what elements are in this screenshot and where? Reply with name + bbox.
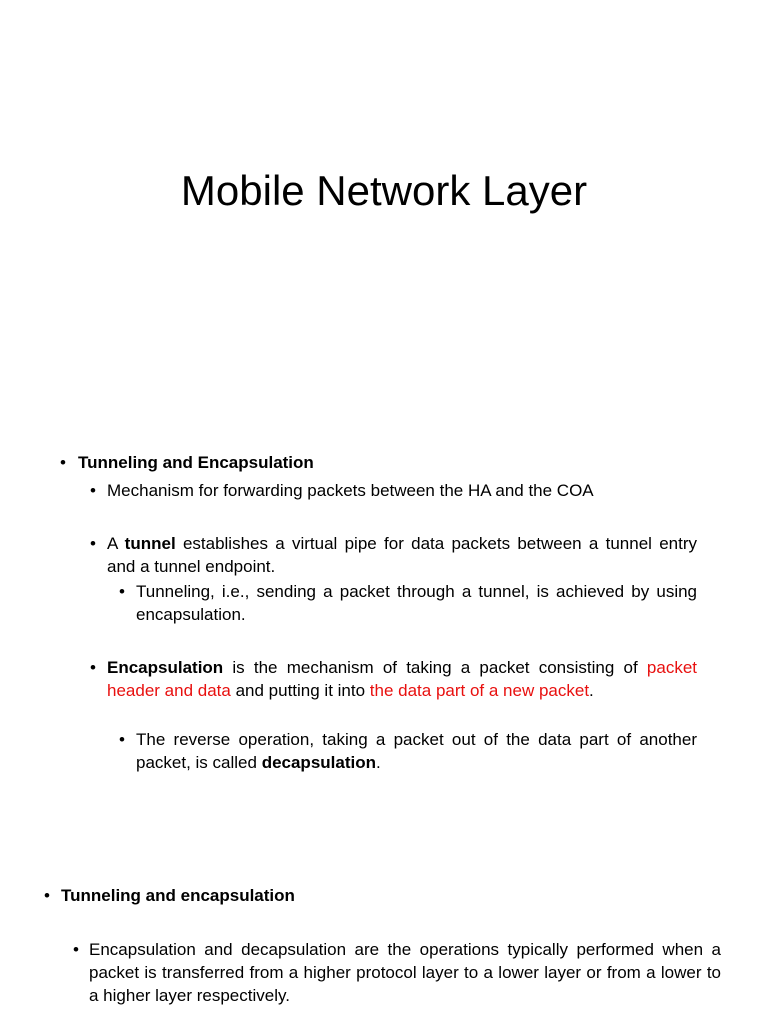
section2-heading: Tunneling and encapsulation [61, 886, 295, 905]
sub-list-item [119, 728, 697, 774]
section1-heading: Tunneling and Encapsulation [78, 453, 314, 472]
bullet-icon: • [44, 886, 50, 905]
bullet-icon: • [90, 481, 96, 500]
item-text: Mechanism for forwarding packets between the HA and the COA [107, 481, 594, 500]
highlight-text: the data part of a new packet [369, 681, 590, 700]
bullet-icon: • [119, 730, 125, 749]
item-text: Encapsulation and decapsulation are the operations typically performed when a packet is transferred from a higher protocol layer to a lower layer or from a lower to a higher layer respectively. [89, 940, 721, 1005]
bullet-icon: • [90, 534, 96, 553]
bullet-icon: • [60, 453, 66, 472]
bullet-icon: • [90, 658, 96, 677]
list-item [73, 938, 721, 1007]
encapsulation-term: Encapsulation [107, 658, 224, 677]
page-title: Mobile Network Layer [180, 167, 588, 214]
tunnel-term: tunnel [124, 534, 176, 553]
item-text: The reverse operation, taking a packet out of the data part of another packet, is called decapsulation. [136, 730, 697, 772]
decapsulation-term: decapsulation [261, 753, 376, 772]
highlight-text: packet header and data [107, 658, 697, 700]
list-item [90, 479, 700, 502]
sub-list-item [119, 580, 697, 626]
item-text: A tunnel establishes a virtual pipe for data packets between a tunnel entry and a tunnel endpoint. [107, 534, 697, 576]
bullet-icon: • [119, 582, 125, 601]
list-item [90, 532, 697, 578]
item-text: Tunneling, i.e., sending a packet through a tunnel, is achieved by using encapsulation. [136, 582, 697, 624]
bullet-icon: • [73, 940, 79, 959]
list-item [90, 656, 697, 702]
item-text: Encapsulation is the mechanism of taking a packet consisting of packet header and data and putting it into the data part of a new packet. [107, 658, 697, 700]
